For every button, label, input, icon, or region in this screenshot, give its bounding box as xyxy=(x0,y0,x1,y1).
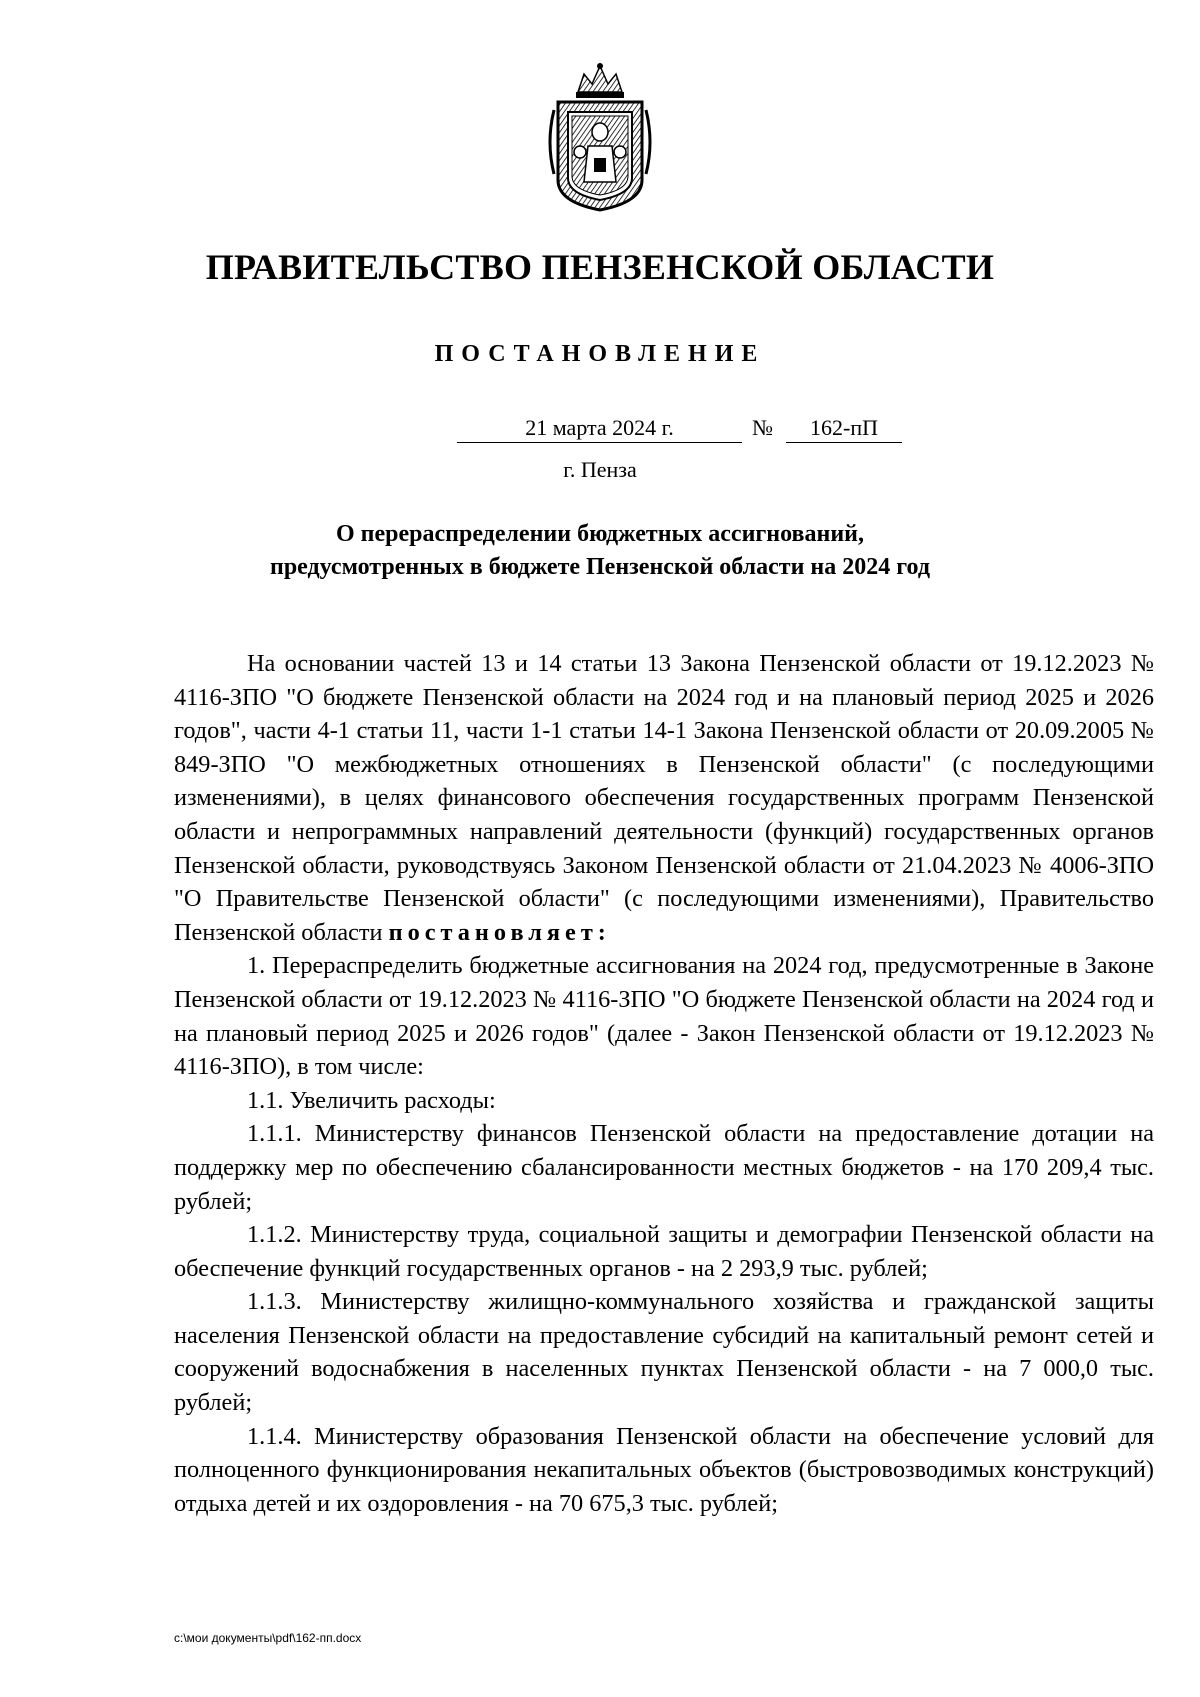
preamble-text: На основании частей 13 и 14 статьи 13 Закона Пензенской области от 19.12.2023 № 4116-ЗПО "О бюджете Пензенской области на 2024 год и на плановый период 2025 и 2026 годов", части 4-1 статьи 11, части 1-1 статьи 14-1 Закона Пензенской области от 20.09.2005 № 849-ЗПО "О межбюджетных отношениях в Пензенской области" (с последующими изменениями), в целях финансового обеспечения государственных программ Пензенской области и непрограммных направлений деятельности (функций) государственных органов Пензенской области, руководствуясь Законом Пензенской области от 21.04.2023 № 4006-ЗПО "О Правительстве Пензенской области" (с последующими изменениями), Правительство Пензенской области xyxy=(174,650,1154,946)
item-1: 1. Перераспределить бюджетные ассигнования на 2024 год, предусмотренные в Законе Пензенской области от 19.12.2023 № 4116-ЗПО "О бюджете Пензенской области на 2024 год и на плановый период 2025 и 2026 годов" (далее - Закон Пензенской области от 19.12.2023 № 4116-ЗПО), в том числе: xyxy=(174,952,1154,1081)
decree-subject xyxy=(170,518,1030,584)
document-type-heading: ПОСТАНОВЛЕНИЕ xyxy=(434,341,766,367)
item-1-1-2: 1.1.2. Министерству труда, социальной защиты и демографии Пензенской области на обеспечение функций государственных органов - на 2 293,9 тыс. рублей; xyxy=(174,1221,1154,1282)
item-1-1-1: 1.1.1. Министерству финансов Пензенской области на предоставление дотации на поддержку мер по обеспечению сбалансированности местных бюджетов - на 170 209,4 тыс. рублей; xyxy=(174,1120,1154,1215)
decree-number: 162-пП xyxy=(786,415,902,443)
preamble-paragraph xyxy=(174,647,1154,949)
government-name-heading: ПРАВИТЕЛЬСТВО ПЕНЗЕНСКОЙ ОБЛАСТИ xyxy=(205,247,995,287)
coat-of-arms-emblem xyxy=(540,62,660,212)
decree-word: постановляет: xyxy=(388,918,611,946)
file-path-footer: c:\мои документы\pdf\162-пп.docx xyxy=(174,1631,362,1645)
subject-line-1: О перераспределении бюджетных ассигнований, xyxy=(336,521,864,547)
city-line: г. Пенза xyxy=(563,457,637,482)
item-1-1-3: 1.1.3. Министерству жилищно-коммунального хозяйства и гражданской защиты населения Пензенской области на предоставление субсидий на капитальный ремонт сетей и сооружений водоснабжения в населенных пунктах Пензенской области - на 7 000,0 тыс. рублей; xyxy=(174,1288,1154,1417)
item-1-1-4: 1.1.4. Министерству образования Пензенской области на обеспечение условий для полноценного функционирования некапитальных объектов (быстровозводимых конструкций) отдыха детей и их оздоровления - на 70 675,3 тыс. рублей; xyxy=(174,1422,1154,1517)
decree-date: 21 марта 2024 г. xyxy=(457,415,742,443)
item-1-1: 1.1. Увеличить расходы: xyxy=(247,1086,496,1114)
coat-of-arms-icon xyxy=(540,62,660,212)
decree-body xyxy=(174,647,1154,1520)
subject-line-2: предусмотренных в бюджете Пензенской области на 2024 год xyxy=(270,554,930,580)
number-sign: № xyxy=(752,415,773,440)
